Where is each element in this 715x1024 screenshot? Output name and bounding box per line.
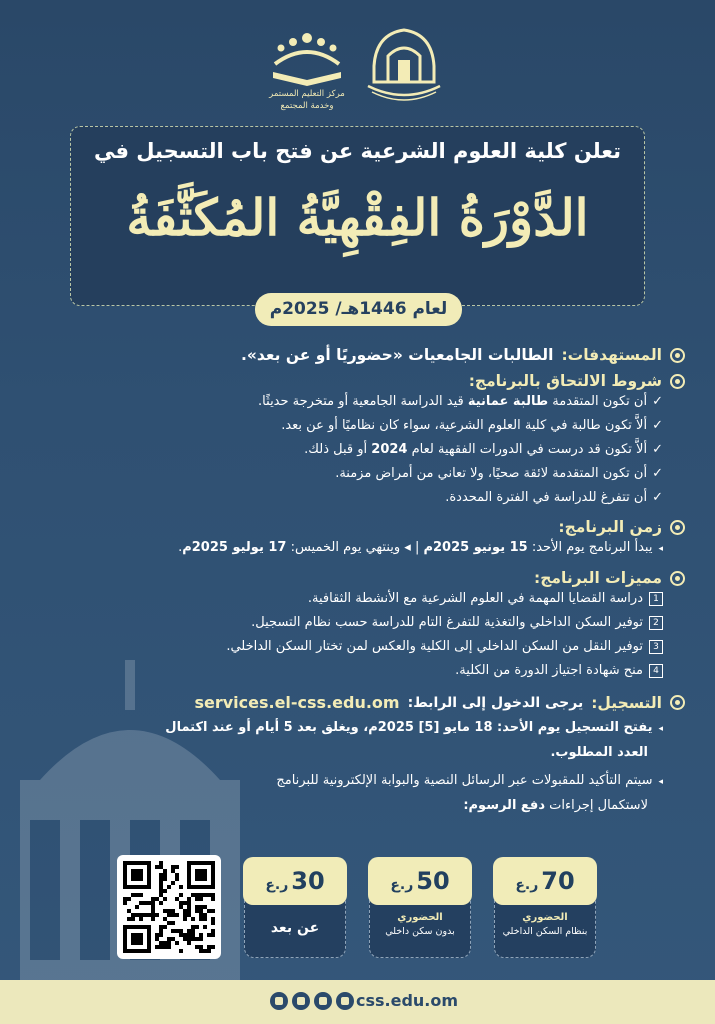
- triangle-bullet-icon: ◂: [658, 724, 663, 734]
- target-section: [40, 346, 685, 364]
- youtube-icon[interactable]: [292, 992, 310, 1010]
- currency-label: ر.ع: [390, 877, 414, 893]
- fee-card-no-residence: [369, 858, 471, 958]
- fee-title: الحضوري: [522, 912, 568, 923]
- condition-item: ✓ألاَّ تكون قد درست في الدورات الفقهية لعام 2024 أو قبل ذلك.: [304, 442, 663, 457]
- registration-dates: ◂يفتح التسجيل يوم الأحد: 18 مايو [5] 2025م، ويغلق بعد 5 أيام أو عند اكتمال: [165, 720, 663, 735]
- fee-title: الحضوري: [397, 912, 443, 923]
- continuing-education-logo: [262, 30, 352, 120]
- schedule-heading: [40, 518, 685, 536]
- feature-item: 1دراسة القضايا المهمة في العلوم الشرعية مع الأنشطة الثقافية.: [40, 587, 685, 611]
- currency-label: ر.ع: [265, 877, 289, 893]
- check-icon: ✓: [652, 394, 663, 409]
- schedule-dates: ◂يبدأ البرنامج يوم الأحد: 15 يونيو 2025م | ◂ وينتهي يوم الخميس: 17 يوليو 2025م.: [178, 540, 663, 555]
- course-title: الدَّوْرَةُ الفِقْهِيَّةُ المُكَثَّفَةُ: [126, 188, 589, 247]
- check-icon: ✓: [652, 490, 663, 505]
- target-text: الطالبات الجامعيات «حضوريًا أو عن بعد».: [241, 346, 554, 364]
- features-title: مميزات البرنامج:: [534, 569, 662, 587]
- qr-code-icon: [123, 861, 215, 953]
- year-badge: لعام 1446هـ/ 2025م: [255, 293, 462, 326]
- feature-item: 2توفير السكن الداخلي والتغذية للتفرغ التام للدراسة حسب نظام التسجيل.: [40, 611, 685, 635]
- features-list: [40, 587, 685, 683]
- condition-item: ✓أن تكون المتقدمة لائقة صحيًا، ولا تعاني من أمراض مزمنة.: [335, 466, 663, 481]
- circle-bullet-icon: [670, 348, 685, 363]
- fee-desc: بدون سكن داخلي: [385, 926, 455, 937]
- conditions-list: [40, 390, 685, 510]
- condition-item: ✓أن تكون المتقدمة طالبة عمانية قيد الدراسة الجامعية أو متخرجة حديثًا.: [258, 394, 663, 409]
- feature-item: 3توفير النقل من السكن الداخلي إلى الكلية والعكس لمن تختار السكن الداخلي.: [40, 635, 685, 659]
- circle-bullet-icon: [670, 571, 685, 586]
- center-caption-2: وخدمة المجتمع: [280, 101, 334, 111]
- triangle-bullet-icon: ◂: [658, 544, 663, 554]
- fee-desc: بنظام السكن الداخلي: [502, 926, 588, 937]
- announcement-intro: تعلن كلية العلوم الشرعية عن فتح باب التسجيل في: [93, 139, 622, 163]
- college-emblem-logo: [362, 26, 446, 106]
- fee-amount: 30: [291, 867, 325, 895]
- fee-card-online: [244, 858, 346, 958]
- fee-amount: 70: [541, 867, 575, 895]
- registration-heading: [40, 693, 685, 712]
- people-book-icon: [265, 30, 349, 88]
- check-icon: ✓: [652, 418, 663, 433]
- triangle-bullet-icon: ◂: [658, 777, 663, 787]
- center-caption-1: مركز التعليم المستمر: [269, 89, 345, 99]
- registration-fees-note: لاستكمال إجراءات دفع الرسوم:: [463, 798, 648, 813]
- circle-bullet-icon: [670, 695, 685, 710]
- conditions-heading: [40, 372, 685, 390]
- content: [40, 338, 685, 818]
- registration-link[interactable]: services.el-css.edu.om: [194, 693, 400, 712]
- condition-item: ✓ألاَّ تكون طالبة في كلية العلوم الشرعية، سواء كان نظاميًا أو عن بعد.: [281, 418, 663, 433]
- footer: [0, 980, 715, 1024]
- circle-bullet-icon: [670, 374, 685, 389]
- schedule-title: زمن البرنامج:: [558, 518, 662, 536]
- conditions-title: شروط الالتحاق بالبرنامج:: [468, 372, 662, 390]
- fee-card-residential: [494, 858, 596, 958]
- logos: [0, 20, 715, 115]
- x-icon[interactable]: [314, 992, 332, 1010]
- check-icon: ✓: [652, 466, 663, 481]
- header-box: [70, 126, 645, 306]
- condition-item: ✓أن تتفرغ للدراسة في الفترة المحددة.: [445, 490, 663, 505]
- social-icons: [270, 992, 354, 1010]
- circle-bullet-icon: [670, 520, 685, 535]
- fee-desc: عن بعد: [270, 920, 320, 936]
- fee-amount: 50: [416, 867, 450, 895]
- currency-label: ر.ع: [515, 877, 539, 893]
- facebook-icon[interactable]: [336, 992, 354, 1010]
- check-icon: ✓: [652, 442, 663, 457]
- snapchat-icon[interactable]: [270, 992, 288, 1010]
- features-heading: [40, 569, 685, 587]
- registration-text: يرجى الدخول إلى الرابط:: [407, 694, 584, 711]
- qr-code[interactable]: [117, 855, 221, 959]
- registration-dates-cont: العدد المطلوب.: [550, 745, 648, 760]
- feature-item: 4منح شهادة اجتياز الدورة من الكلية.: [40, 659, 685, 683]
- registration-confirmation: ◂سيتم التأكيد للمقبولات عبر الرسائل النصية والبوابة الإلكترونية للبرنامج: [276, 773, 663, 788]
- target-label: المستهدفات:: [561, 346, 662, 364]
- registration-title: التسجيل:: [591, 693, 662, 712]
- footer-website[interactable]: css.edu.om: [356, 991, 459, 1010]
